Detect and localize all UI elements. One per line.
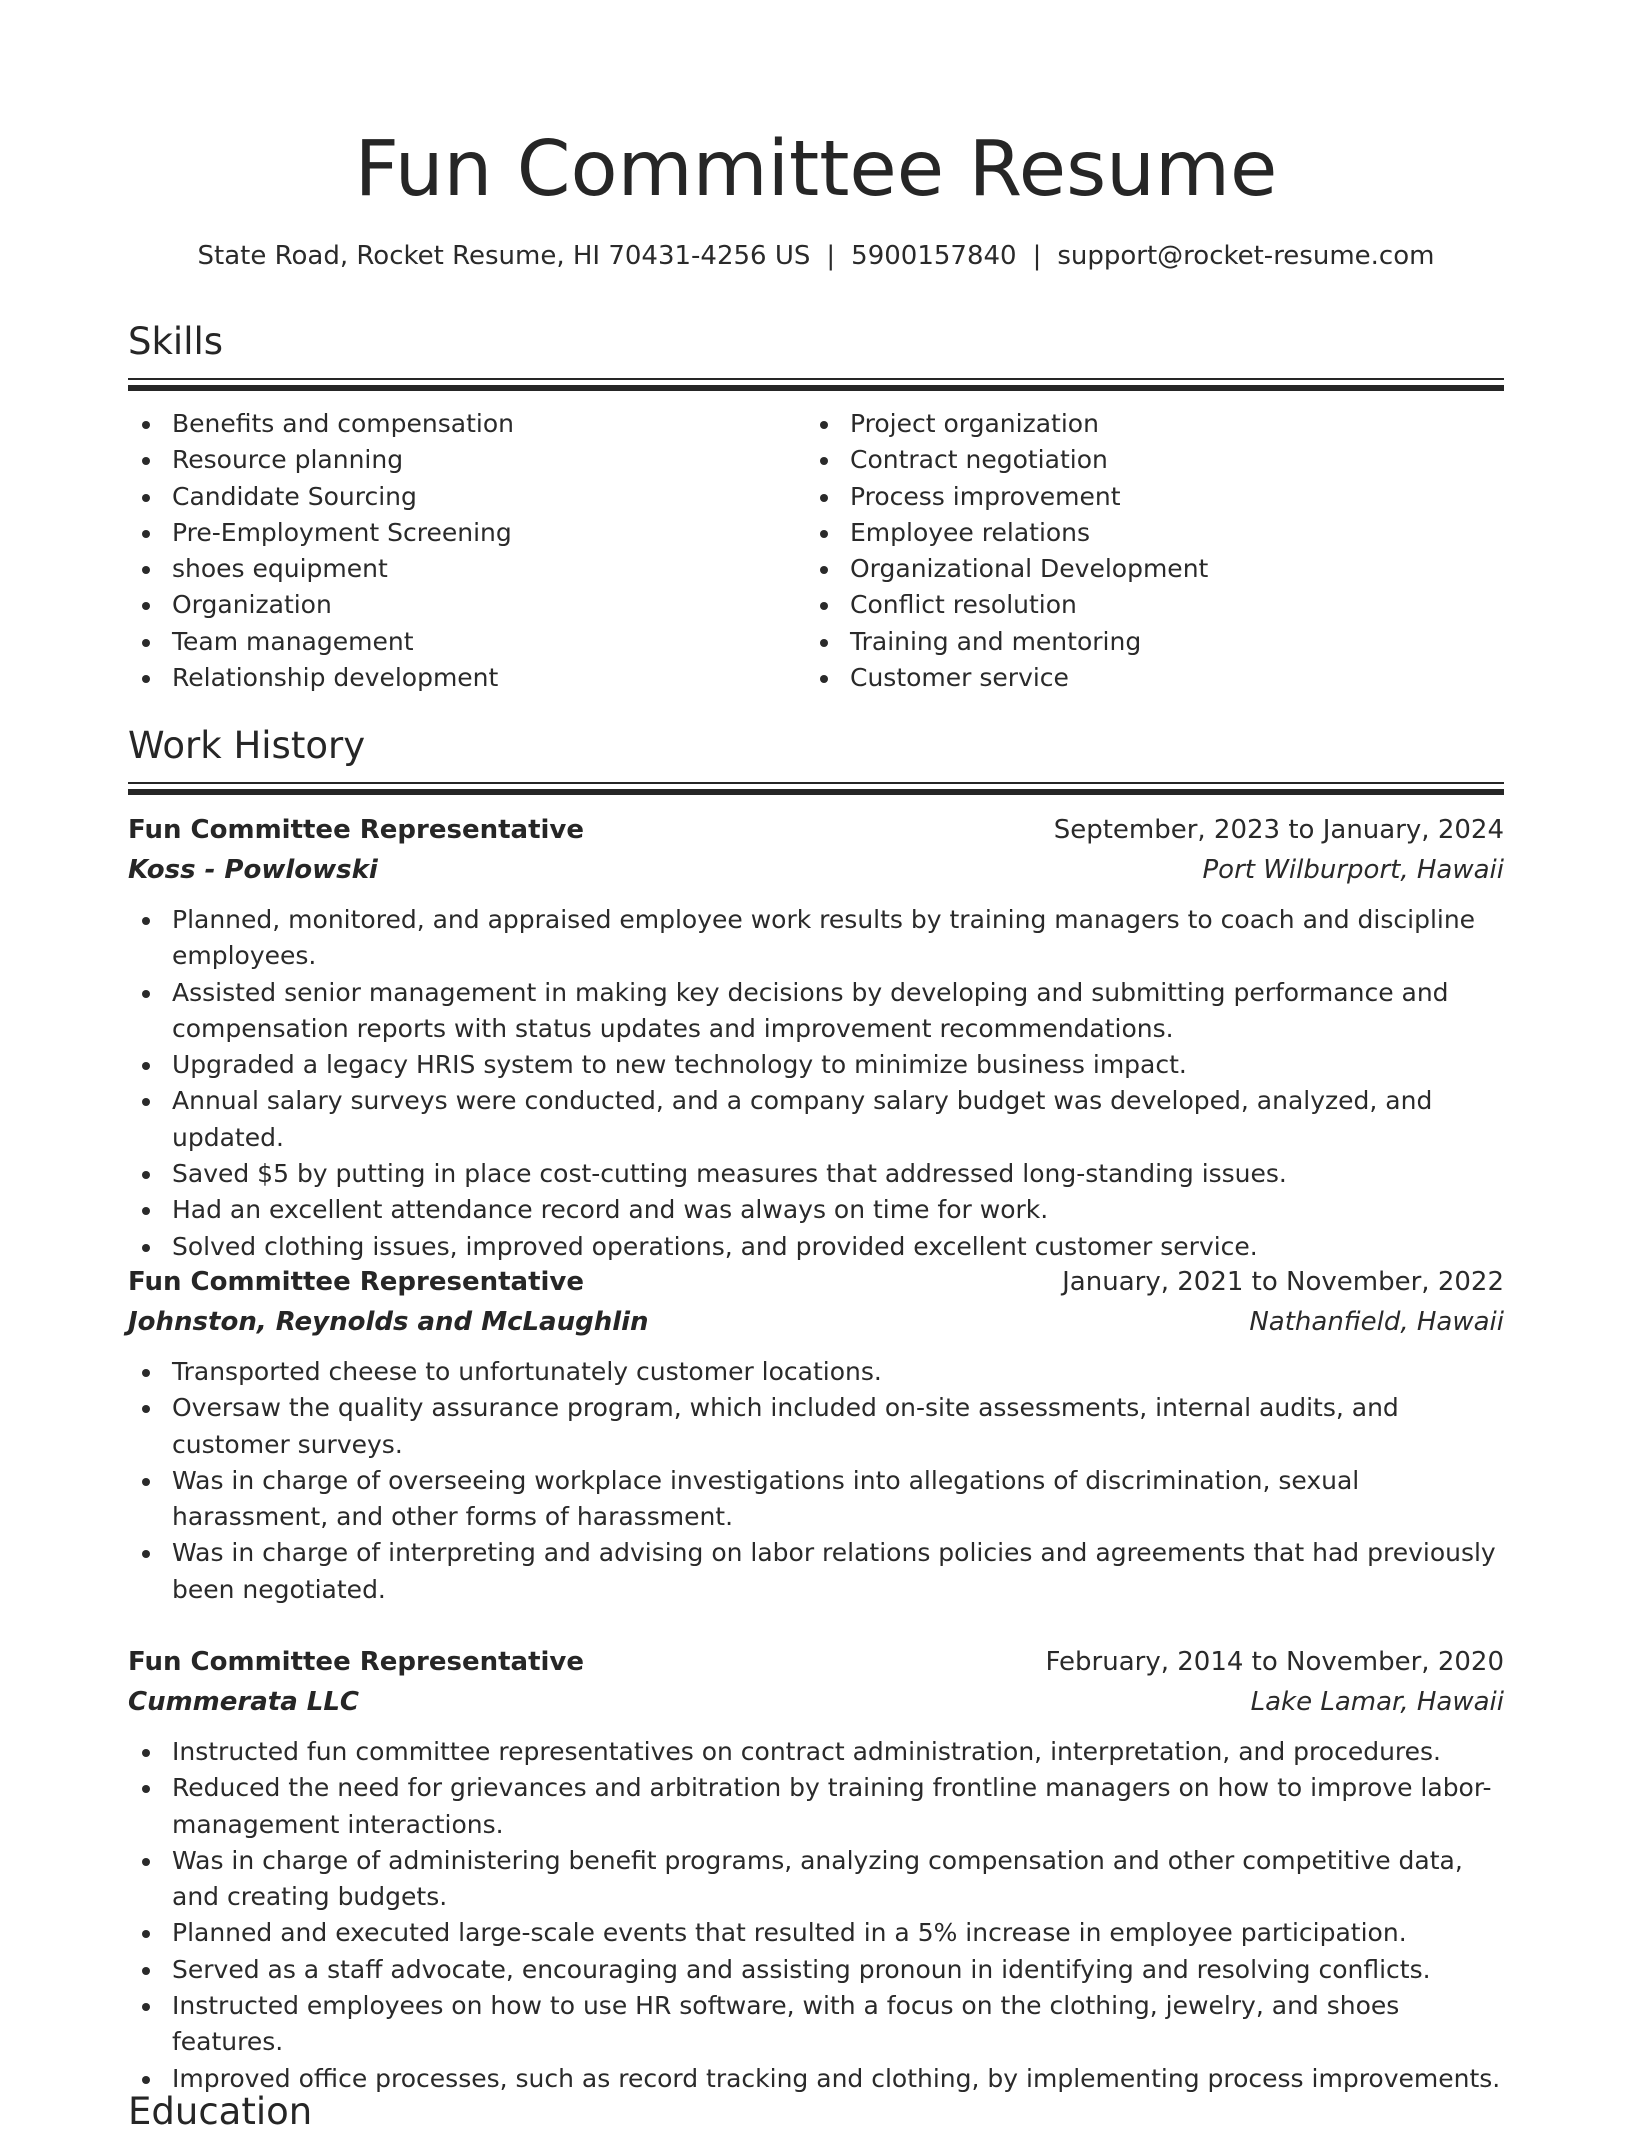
- job-bullets: [128, 1734, 1504, 2097]
- skill-item: Relationship development: [128, 660, 806, 696]
- skill-item: Customer service: [806, 660, 1484, 696]
- job-dates: January, 2021 to November, 2022: [1062, 1267, 1504, 1297]
- job-bullet: Oversaw the quality assurance program, which included on-site assessments, internal audits, and customer surveys.: [128, 1390, 1504, 1463]
- section-divider: [128, 378, 1504, 391]
- skill-item: Organization: [128, 587, 806, 623]
- job-title: Fun Committee Representative: [128, 1647, 584, 1677]
- contact-separator: |: [1032, 241, 1042, 271]
- job-company: Cummerata LLC: [128, 1687, 360, 1717]
- job-header-row: [128, 1262, 1504, 1302]
- job-bullet: Assisted senior management in making key decisions by developing and submitting performance and compensation reports with status updates and improvement recommendations.: [128, 975, 1504, 1048]
- job-company-row: [128, 1682, 1504, 1722]
- job-entry: [128, 1642, 1504, 2097]
- skill-item: Team management: [128, 624, 806, 660]
- job-bullet: Instructed employees on how to use HR software, with a focus on the clothing, jewelry, and shoes features.: [128, 1988, 1504, 2061]
- skills-heading: Skills: [128, 320, 224, 363]
- job-bullet: Solved clothing issues, improved operations, and provided excellent customer service.: [128, 1229, 1504, 1265]
- skill-item: Conflict resolution: [806, 587, 1484, 623]
- job-title: Fun Committee Representative: [128, 1267, 584, 1297]
- contact-separator: |: [826, 241, 836, 271]
- section-divider: [128, 782, 1504, 795]
- job-entry: [128, 810, 1504, 1265]
- job-bullet: Improved office processes, such as record tracking and clothing, by implementing process improvements.: [128, 2061, 1504, 2097]
- job-location: Nathanfield, Hawaii: [1249, 1307, 1504, 1337]
- job-location: Port Wilburport, Hawaii: [1202, 855, 1504, 885]
- skill-item: Employee relations: [806, 515, 1484, 551]
- job-company: Koss - Powlowski: [128, 855, 378, 885]
- job-bullet: Was in charge of interpreting and advising on labor relations policies and agreements that had previously been negotiated.: [128, 1535, 1504, 1608]
- job-bullet: Planned and executed large-scale events that resulted in a 5% increase in employee participation.: [128, 1915, 1504, 1951]
- job-company: Johnston, Reynolds and McLaughlin: [128, 1307, 649, 1337]
- work-history-heading: Work History: [128, 724, 366, 767]
- skills-list-left: [128, 406, 806, 696]
- skills-list-right: [806, 406, 1484, 696]
- job-bullet: Saved $5 by putting in place cost-cutting measures that addressed long-standing issues.: [128, 1156, 1504, 1192]
- job-bullet: Upgraded a legacy HRIS system to new technology to minimize business impact.: [128, 1047, 1504, 1083]
- job-dates: February, 2014 to November, 2020: [1045, 1647, 1504, 1677]
- resume-title: Fun Committee Resume: [354, 125, 1278, 214]
- job-bullet: Was in charge of administering benefit programs, analyzing compensation and other competitive data, and creating budgets.: [128, 1843, 1504, 1916]
- job-company-row: [128, 1302, 1504, 1342]
- contact-line: [128, 238, 1504, 274]
- skill-item: shoes equipment: [128, 551, 806, 587]
- skill-item: Training and mentoring: [806, 624, 1484, 660]
- job-location: Lake Lamar, Hawaii: [1250, 1687, 1504, 1717]
- job-header-row: [128, 1642, 1504, 1682]
- skill-item: Project organization: [806, 406, 1484, 442]
- skill-item: Organizational Development: [806, 551, 1484, 587]
- skill-item: Pre-Employment Screening: [128, 515, 806, 551]
- skill-item: Process improvement: [806, 479, 1484, 515]
- contact-phone: 5900157840: [851, 241, 1017, 271]
- skill-item: Benefits and compensation: [128, 406, 806, 442]
- contact-email: support@rocket-resume.com: [1057, 241, 1435, 271]
- job-bullet: Served as a staff advocate, encouraging and assisting pronoun in identifying and resolving conflicts.: [128, 1952, 1504, 1988]
- education-heading: Education: [128, 2090, 313, 2133]
- job-bullet: Was in charge of overseeing workplace investigations into allegations of discrimination, sexual harassment, and other forms of harassment.: [128, 1463, 1504, 1536]
- job-entry: [128, 1262, 1504, 1608]
- job-dates: September, 2023 to January, 2024: [1053, 815, 1504, 845]
- job-bullets: [128, 902, 1504, 1265]
- job-bullet: Planned, monitored, and appraised employee work results by training managers to coach and discipline employees.: [128, 902, 1504, 975]
- job-company-row: [128, 850, 1504, 890]
- job-bullets: [128, 1354, 1504, 1608]
- job-header-row: [128, 810, 1504, 850]
- job-title: Fun Committee Representative: [128, 815, 584, 845]
- skill-item: Resource planning: [128, 442, 806, 478]
- contact-address: State Road, Rocket Resume, HI 70431-4256 US: [197, 241, 811, 271]
- job-bullet: Instructed fun committee representatives on contract administration, interpretation, and procedures.: [128, 1734, 1504, 1770]
- job-bullet: Annual salary surveys were conducted, and a company salary budget was developed, analyzed, and updated.: [128, 1083, 1504, 1156]
- skill-item: Contract negotiation: [806, 442, 1484, 478]
- skill-item: Candidate Sourcing: [128, 479, 806, 515]
- job-bullet: Had an excellent attendance record and was always on time for work.: [128, 1192, 1504, 1228]
- job-bullet: Reduced the need for grievances and arbitration by training frontline managers on how to improve labor-management interactions.: [128, 1770, 1504, 1843]
- job-bullet: Transported cheese to unfortunately customer locations.: [128, 1354, 1504, 1390]
